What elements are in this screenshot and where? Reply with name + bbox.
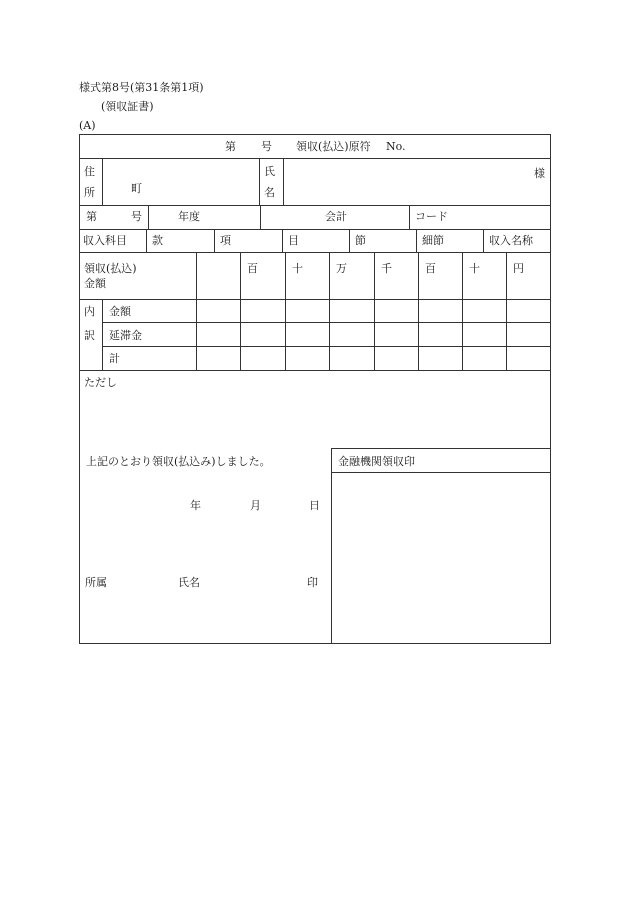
row-divider <box>79 158 551 159</box>
col-divider <box>214 229 215 252</box>
date-year: 年 <box>190 499 201 512</box>
name-label: 名 <box>264 186 275 199</box>
unit-ten: 十 <box>469 262 480 275</box>
col-divider <box>349 229 350 252</box>
date-day: 日 <box>309 499 320 512</box>
fiscal-year-label: 年度 <box>178 210 200 223</box>
row-divider <box>331 448 551 449</box>
subject-saisetsu: 細節 <box>422 234 444 247</box>
subject-label: 収入科目 <box>83 234 127 247</box>
breakdown-total: 計 <box>109 352 120 365</box>
unit-hundred-man: 百 <box>247 262 258 275</box>
row-divider <box>79 299 551 300</box>
header-go: 号 <box>261 140 272 153</box>
header-no: No. <box>386 140 406 153</box>
honorific-label: 様 <box>534 167 545 180</box>
header-dai: 第 <box>225 140 236 153</box>
form-variant: (A) <box>79 119 96 132</box>
col-divider <box>331 448 332 644</box>
number-dai: 第 <box>86 210 97 223</box>
remarks-label: ただし <box>84 376 117 389</box>
date-month: 月 <box>250 499 261 512</box>
receipt-statement: 上記のとおり領収(払込み)しました。 <box>86 455 271 468</box>
subject-setsu: 節 <box>355 234 366 247</box>
col-divider <box>196 252 197 370</box>
address-label: 所 <box>84 186 95 199</box>
subject-kan: 款 <box>152 234 163 247</box>
address-label: 住 <box>84 165 95 178</box>
col-divider <box>409 205 410 229</box>
col-divider <box>259 158 260 205</box>
unit-man: 万 <box>336 262 347 275</box>
col-divider <box>329 252 330 370</box>
name-label: 氏名 <box>178 576 200 589</box>
col-divider <box>285 252 286 370</box>
col-divider <box>416 229 417 252</box>
col-divider <box>148 205 149 229</box>
affiliation-label: 所属 <box>85 576 107 589</box>
col-divider <box>283 158 284 205</box>
subject-kou: 項 <box>220 234 231 247</box>
col-divider <box>506 252 507 370</box>
col-divider <box>418 252 419 370</box>
town-label: 町 <box>131 182 142 195</box>
breakdown-late-fee: 延滞金 <box>109 329 142 342</box>
unit-thousand: 千 <box>381 262 392 275</box>
col-divider <box>483 229 484 252</box>
row-divider <box>102 346 551 347</box>
receipt-form-table <box>79 134 551 644</box>
row-divider <box>79 229 551 230</box>
subject-name: 収入名称 <box>489 234 533 247</box>
col-divider <box>282 229 283 252</box>
number-go: 号 <box>131 210 142 223</box>
unit-yen: 円 <box>513 262 524 275</box>
seal-label: 印 <box>307 576 318 589</box>
breakdown-label: 訳 <box>84 329 95 342</box>
unit-ten-man: 十 <box>292 262 303 275</box>
row-divider <box>79 205 551 206</box>
account-label: 会計 <box>325 210 347 223</box>
col-divider <box>462 252 463 370</box>
row-divider <box>102 322 551 323</box>
row-divider <box>79 252 551 253</box>
row-divider <box>331 472 551 473</box>
amount-label: 金額 <box>84 277 106 290</box>
col-divider <box>260 205 261 229</box>
bank-stamp-label: 金融機関領収印 <box>338 455 415 468</box>
col-divider <box>374 252 375 370</box>
name-label: 氏 <box>264 165 275 178</box>
col-divider <box>102 299 103 370</box>
subject-moku: 目 <box>288 234 299 247</box>
form-title: (領収証書) <box>101 100 154 113</box>
amount-label: 領収(払込) <box>84 262 137 275</box>
col-divider <box>102 158 103 205</box>
form-number: 様式第8号(第31条第1項) <box>79 81 204 94</box>
header-title: 領収(払込)原符 <box>296 140 371 153</box>
col-divider <box>146 229 147 252</box>
breakdown-label: 内 <box>84 305 95 318</box>
col-divider <box>240 252 241 370</box>
breakdown-amount: 金額 <box>109 305 131 318</box>
row-divider <box>79 370 551 371</box>
code-label: コード <box>415 210 448 223</box>
unit-hundred: 百 <box>425 262 436 275</box>
